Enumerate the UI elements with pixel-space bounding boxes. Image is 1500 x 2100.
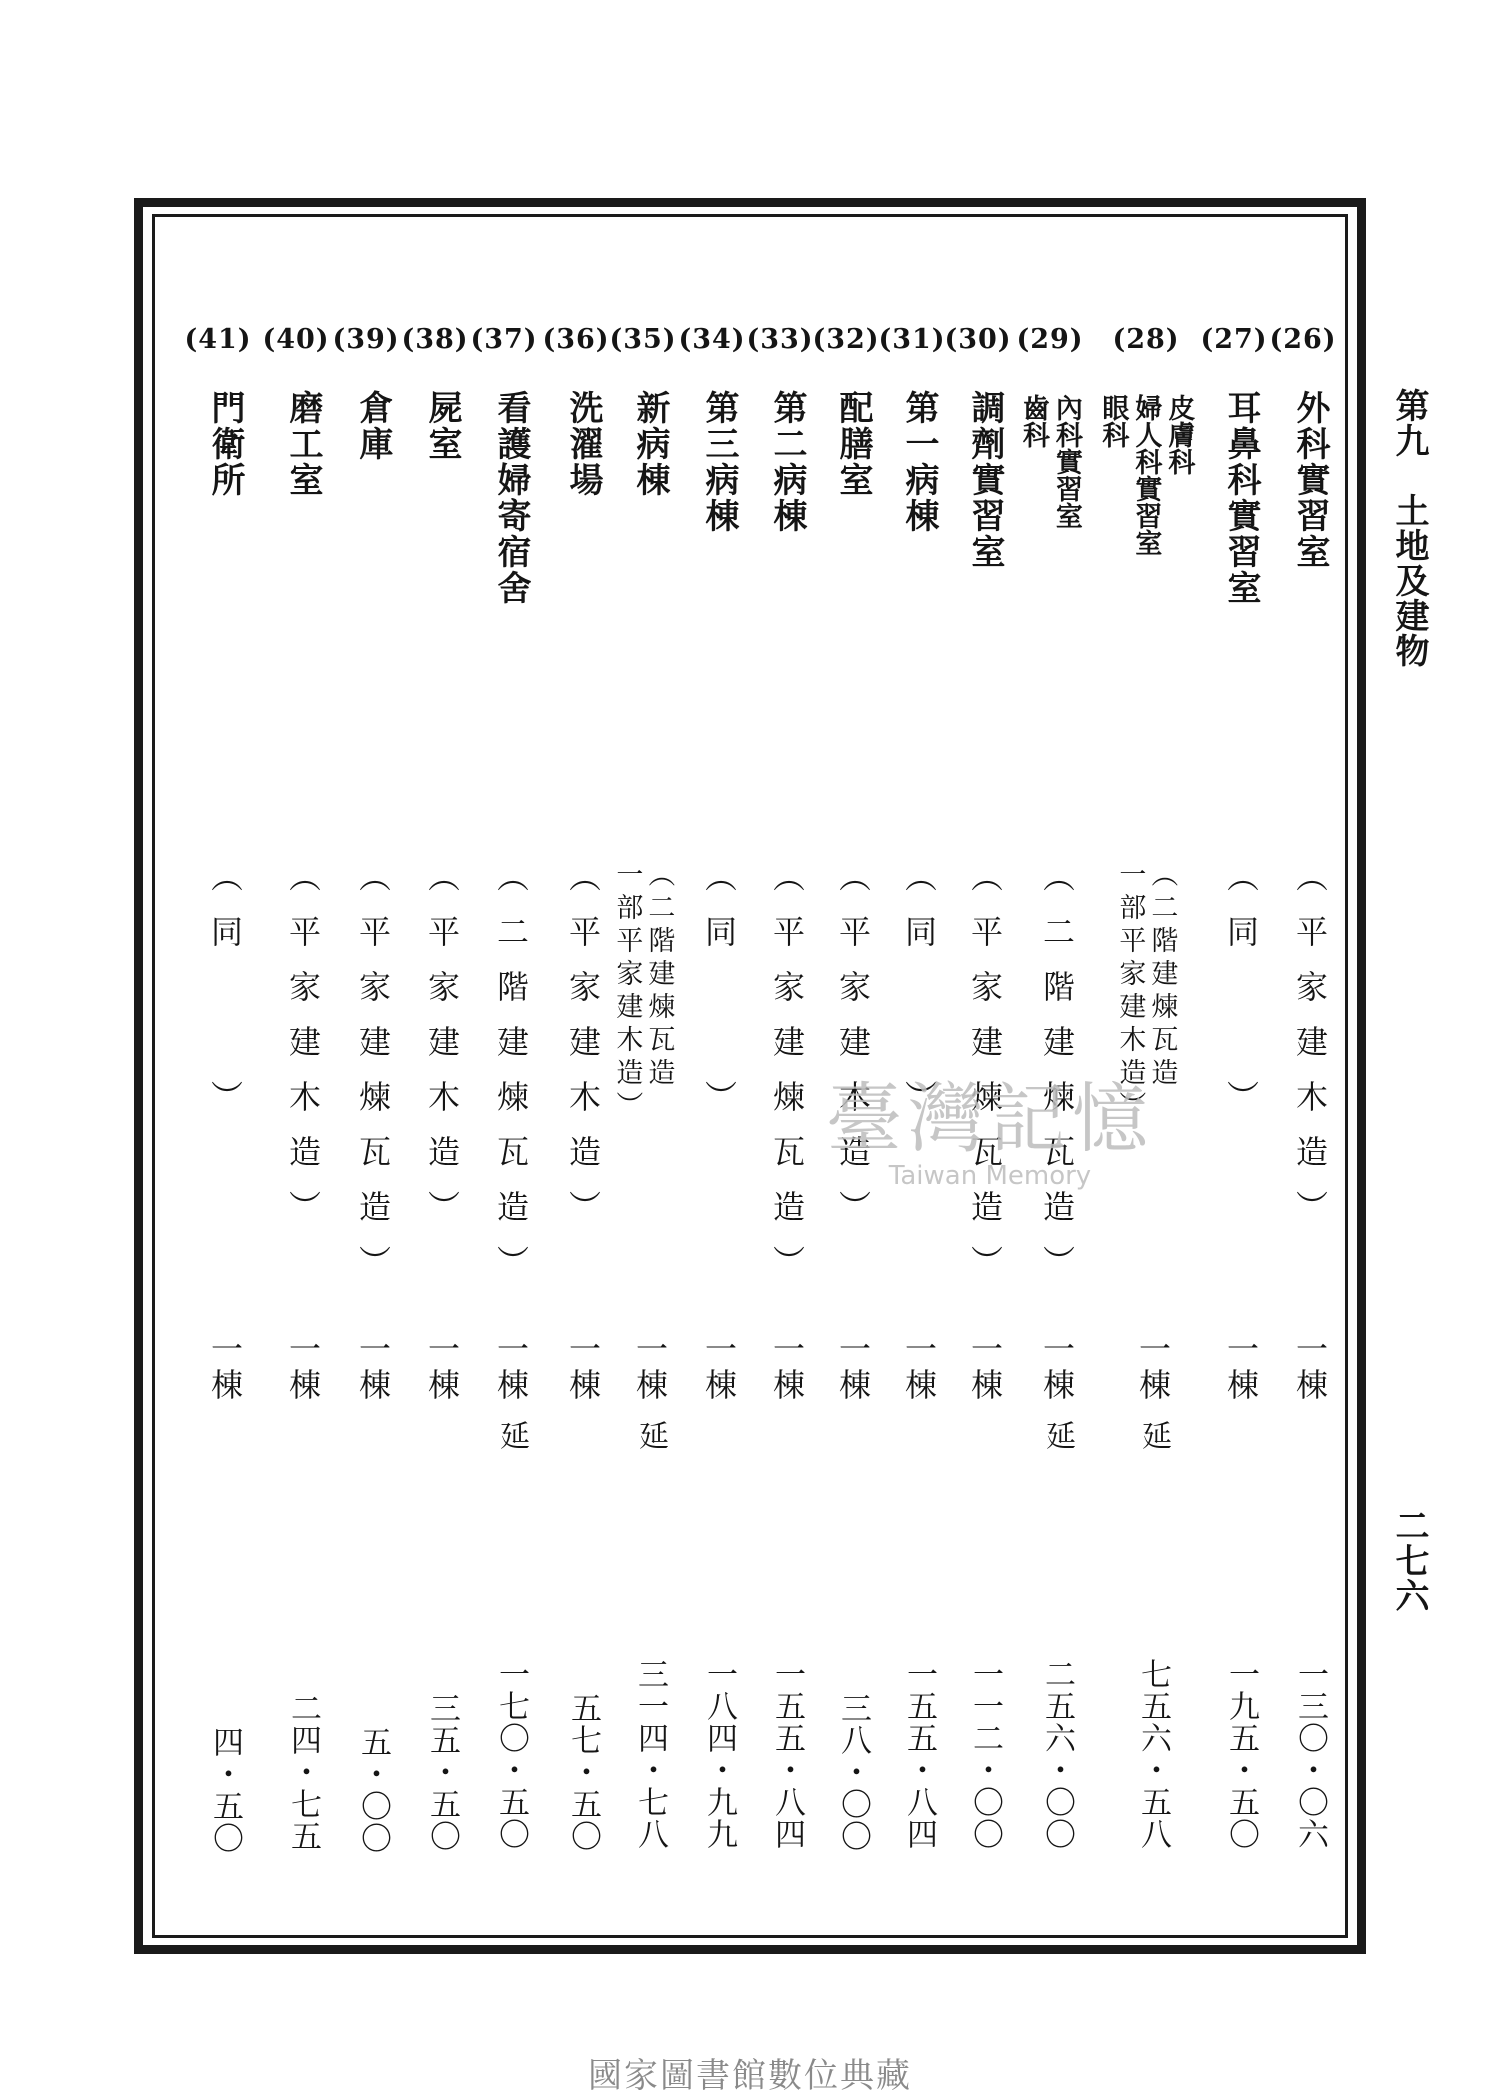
area-value: 二四・七五 <box>285 1692 321 1852</box>
building-structure: （平家建木造） <box>423 860 461 1245</box>
building-structure: 一部平家建木造） <box>1114 860 1146 1124</box>
building-name: 婦人科實習室 <box>1130 394 1162 556</box>
running-header: 第九 土地及建物 <box>1389 388 1429 668</box>
building-name: 第三病棟 <box>699 390 739 534</box>
watermark-main: 臺灣記憶 <box>826 1074 1154 1163</box>
building-name: 屍室 <box>422 390 462 462</box>
building-name: 眼科 <box>1097 394 1129 448</box>
building-count: 一棟 <box>423 1332 461 1404</box>
building-structure: （平家建木造） <box>1291 860 1329 1245</box>
area-value: 五七・五〇 <box>565 1692 601 1852</box>
floor-extent-mark: 延 <box>1136 1420 1171 1450</box>
watermark-sub: Taiwan Memory <box>888 1161 1092 1191</box>
building-structure: （同 ） <box>1222 860 1260 1135</box>
floor-extent-mark: 延 <box>633 1420 668 1450</box>
floor-extent-mark: 延 <box>494 1420 529 1450</box>
building-count: 一棟 <box>1134 1332 1172 1404</box>
area-value: 五・〇〇 <box>355 1726 391 1854</box>
area-value: 四・五〇 <box>207 1726 243 1854</box>
watermark <box>780 1058 1200 1191</box>
building-name: 磨工室 <box>283 390 323 498</box>
row-number: (33) <box>746 324 814 355</box>
floor-extent-mark: 延 <box>1040 1420 1075 1450</box>
area-value: 一五五・八四 <box>901 1658 937 1850</box>
building-count: 一棟 <box>834 1332 872 1404</box>
building-name: 皮膚科 <box>1163 394 1195 475</box>
row-number: (30) <box>944 324 1012 355</box>
building-structure: 一部平家建木造） <box>611 860 643 1124</box>
building-name: 外科實習室 <box>1290 390 1330 570</box>
row-number: (38) <box>401 324 469 355</box>
row-number: (28) <box>1112 324 1180 355</box>
building-name: 齒科 <box>1017 394 1049 448</box>
row-number: (36) <box>542 324 610 355</box>
building-structure: （二階建煉瓦造 <box>643 860 675 1091</box>
building-count: 一棟 <box>700 1332 738 1404</box>
area-value: 一九五・五〇 <box>1223 1658 1259 1850</box>
building-count: 一棟 <box>631 1332 669 1404</box>
building-count: 一棟 <box>284 1332 322 1404</box>
row-number: (26) <box>1269 324 1337 355</box>
area-value: 一五五・八四 <box>769 1658 805 1850</box>
building-name: 看護婦寄宿舍 <box>491 390 531 606</box>
footer-credit: 國家圖書館數位典藏 <box>588 2056 912 2096</box>
building-structure: （同 ） <box>206 860 244 1135</box>
row-number: (31) <box>878 324 946 355</box>
row-number: (37) <box>470 324 538 355</box>
building-structure: （同 ） <box>900 860 938 1135</box>
row-number: (27) <box>1200 324 1268 355</box>
building-name: 第一病棟 <box>899 390 939 534</box>
area-value: 三五・五〇 <box>424 1692 460 1852</box>
building-structure: （二階建煉瓦造） <box>1038 860 1076 1300</box>
row-number: (35) <box>609 324 677 355</box>
building-name: 耳鼻科實習室 <box>1221 390 1261 606</box>
building-count: 一棟 <box>564 1332 602 1404</box>
row-number: (40) <box>262 324 330 355</box>
building-structure: （平家建煉瓦造） <box>768 860 806 1300</box>
building-count: 一棟 <box>768 1332 806 1404</box>
building-count: 一棟 <box>900 1332 938 1404</box>
row-number: (32) <box>812 324 880 355</box>
building-name: 門衛所 <box>205 390 245 498</box>
area-value: 一八四・九九 <box>701 1658 737 1850</box>
row-number: (29) <box>1016 324 1084 355</box>
building-structure: （平家建煉瓦造） <box>966 860 1004 1300</box>
building-count: 一棟 <box>1038 1332 1076 1404</box>
area-value: 一七〇・五〇 <box>493 1658 529 1850</box>
building-name: 第二病棟 <box>767 390 807 534</box>
building-name: 新病棟 <box>630 390 670 498</box>
building-count: 一棟 <box>492 1332 530 1404</box>
area-value: 二五六・〇〇 <box>1039 1658 1075 1850</box>
building-count: 一棟 <box>966 1332 1004 1404</box>
building-structure: （二階建煉瓦造 <box>1146 860 1178 1091</box>
building-structure: （二階建煉瓦造） <box>492 860 530 1300</box>
area-value: 三八・〇〇 <box>835 1692 871 1852</box>
building-structure: （平家建木造） <box>284 860 322 1245</box>
row-number: (41) <box>184 324 252 355</box>
building-name: 配膳室 <box>833 390 873 498</box>
building-count: 一棟 <box>206 1332 244 1404</box>
page-number: 二七六 <box>1389 1508 1429 1613</box>
building-structure: （同 ） <box>700 860 738 1135</box>
area-value: 一一二・〇〇 <box>967 1658 1003 1850</box>
area-value: 一三〇・〇六 <box>1292 1658 1328 1850</box>
building-name: 倉庫 <box>353 390 393 462</box>
building-name: 洗濯場 <box>563 390 603 498</box>
building-count: 一棟 <box>354 1332 392 1404</box>
area-value: 三一四・七八 <box>632 1658 668 1850</box>
area-value: 七五六・五八 <box>1135 1658 1171 1850</box>
row-number: (34) <box>678 324 746 355</box>
building-name: 調劑實習室 <box>965 390 1005 570</box>
building-count: 一棟 <box>1291 1332 1329 1404</box>
building-structure: （平家建木造） <box>834 860 872 1245</box>
building-structure: （平家建木造） <box>564 860 602 1245</box>
row-number: (39) <box>332 324 400 355</box>
building-name: 內科實習室 <box>1050 394 1082 529</box>
building-structure: （平家建煉瓦造） <box>354 860 392 1300</box>
building-count: 一棟 <box>1222 1332 1260 1404</box>
